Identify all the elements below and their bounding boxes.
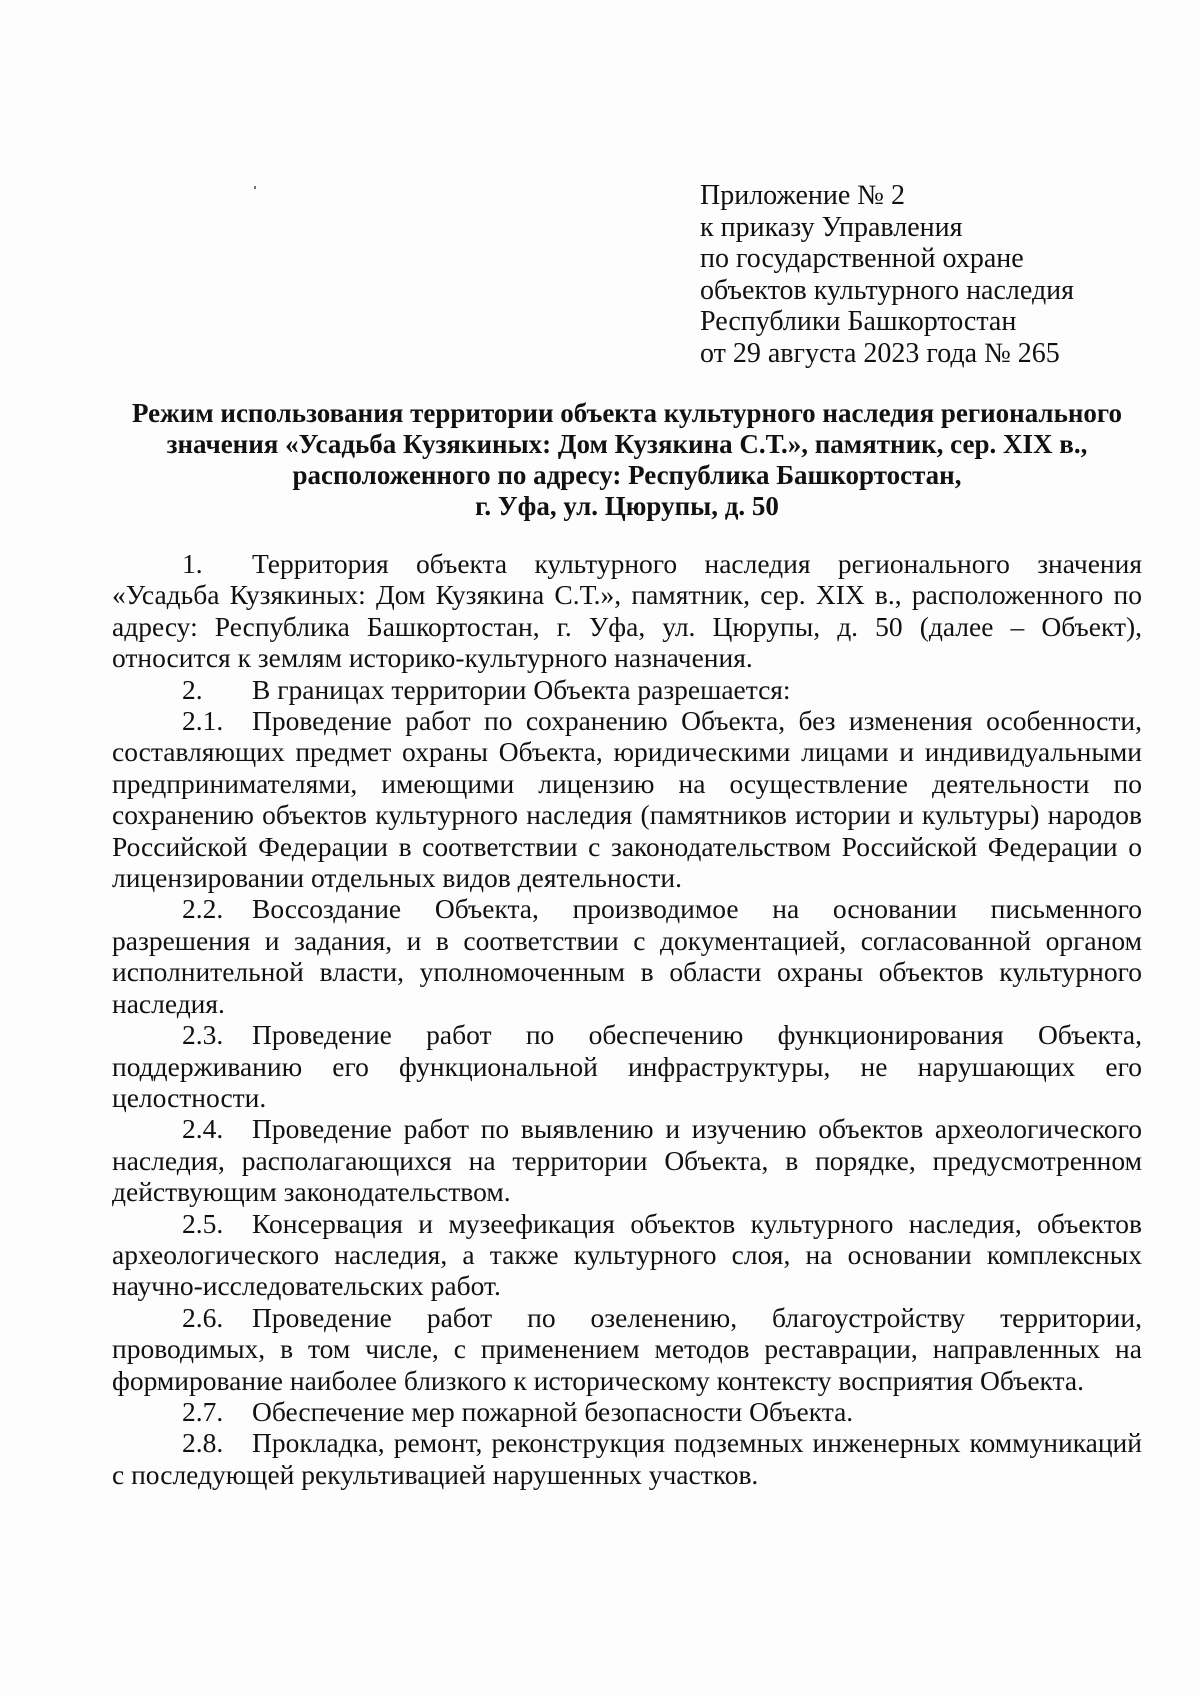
paragraph-text: В границах территории Объекта разрешается: bbox=[252, 673, 791, 705]
paragraph bbox=[112, 1113, 1142, 1207]
paragraph bbox=[112, 1302, 1142, 1396]
paragraph bbox=[112, 1427, 1142, 1490]
paragraph-text: Проведение работ по обеспечению функционирования Объекта, поддерживанию его функциональной инфраструктуры, не нарушающих его целостности. bbox=[112, 1019, 1142, 1113]
paragraph-number: 2.6. bbox=[182, 1301, 224, 1333]
appendix-line: Приложение № 2 bbox=[700, 180, 905, 211]
title-line: значения «Усадьба Кузякиных: Дом Кузякина С.Т.», памятник, сер. XIX в., bbox=[166, 429, 1088, 459]
paragraph-text: Обеспечение мер пожарной безопасности Объекта. bbox=[252, 1395, 854, 1427]
paragraph-text: Проведение работ по озеленению, благоустройству территории, проводимых, в том числе, с применением методов реставрации, направленных на формирование наиболее близкого к историческому контексту восприятия Объекта. bbox=[112, 1301, 1142, 1396]
scan-speck bbox=[254, 186, 256, 189]
paragraph-number: 2.5. bbox=[182, 1207, 224, 1239]
paragraph bbox=[112, 548, 1142, 674]
paragraph bbox=[112, 893, 1142, 1019]
appendix-line: Республики Башкортостан bbox=[700, 306, 1017, 337]
appendix-line: объектов культурного наследия bbox=[700, 274, 1075, 306]
paragraph bbox=[112, 674, 1142, 705]
paragraph-number: 2. bbox=[182, 673, 203, 705]
paragraph bbox=[112, 1208, 1142, 1302]
paragraph-text: Территория объекта культурного наследия регионального значения «Усадьба Кузякиных: Дом Кузякина С.Т.», памятник, сер. XIX в., расположенного по адресу: Республика Башкортостан, г. Уфа, ул. Цюрупы, д. 50 (далее – Объект), относится к землям историко-культурного назначения. bbox=[112, 548, 1142, 674]
title-line: расположенного по адресу: Республика Башкортостан, bbox=[292, 460, 962, 490]
paragraph-text: Воссоздание Объекта, производимое на основании письменного разрешения и задания, и в соответствии с документацией, согласованной органом исполнительной власти, уполномоченным в области охраны объектов культурного наследия. bbox=[112, 893, 1142, 1019]
paragraph-text: Прокладка, ремонт, реконструкция подземных инженерных коммуникаций с последующей рекультивацией нарушенных участков. bbox=[112, 1427, 1142, 1490]
paragraph-number: 2.1. bbox=[182, 705, 224, 737]
paragraph bbox=[112, 1019, 1142, 1113]
paragraph-text: Проведение работ по выявлению и изучению объектов археологического наследия, располагающихся на территории Объекта, в порядке, предусмотренном действующим законодательством. bbox=[112, 1113, 1142, 1208]
paragraph bbox=[112, 705, 1142, 893]
document-body bbox=[112, 548, 1142, 1490]
paragraph-number: 2.3. bbox=[182, 1019, 224, 1051]
paragraph-text: Консервация и музеефикация объектов культурного наследия, объектов археологического наследия, а также культурного слоя, на основании комплексных научно-исследовательских работ. bbox=[112, 1207, 1142, 1302]
paragraph-text: Проведение работ по сохранению Объекта, без изменения особенности, составляющих предмет охраны Объекта, юридическими лицами и индивидуальными предпринимателями, имеющими лицензию на осуществление деятельности по сохранению объектов культурного наследия (памятников истории и культуры) народов Российской Федерации в соответствии с законодательством Российской Федерации о лицензировании отдельных видов деятельности. bbox=[112, 705, 1142, 894]
paragraph-number: 2.4. bbox=[182, 1113, 224, 1145]
paragraph-number: 2.2. bbox=[182, 893, 224, 925]
paragraph-number: 2.7. bbox=[182, 1395, 224, 1427]
appendix-line: по государственной охране bbox=[700, 243, 1024, 274]
appendix-line: от 29 августа 2023 года № 265 bbox=[700, 337, 1060, 369]
paragraph-number: 1. bbox=[182, 548, 203, 579]
paragraph-number: 2.8. bbox=[182, 1427, 224, 1459]
title-line: Режим использования территории объекта культурного наследия регионального bbox=[132, 398, 1122, 428]
paragraph bbox=[112, 1396, 1142, 1427]
document-title bbox=[110, 398, 1144, 522]
appendix-line: к приказу Управления bbox=[700, 211, 963, 243]
title-line: г. Уфа, ул. Цюрупы, д. 50 bbox=[475, 491, 779, 521]
appendix-header bbox=[700, 180, 1074, 369]
